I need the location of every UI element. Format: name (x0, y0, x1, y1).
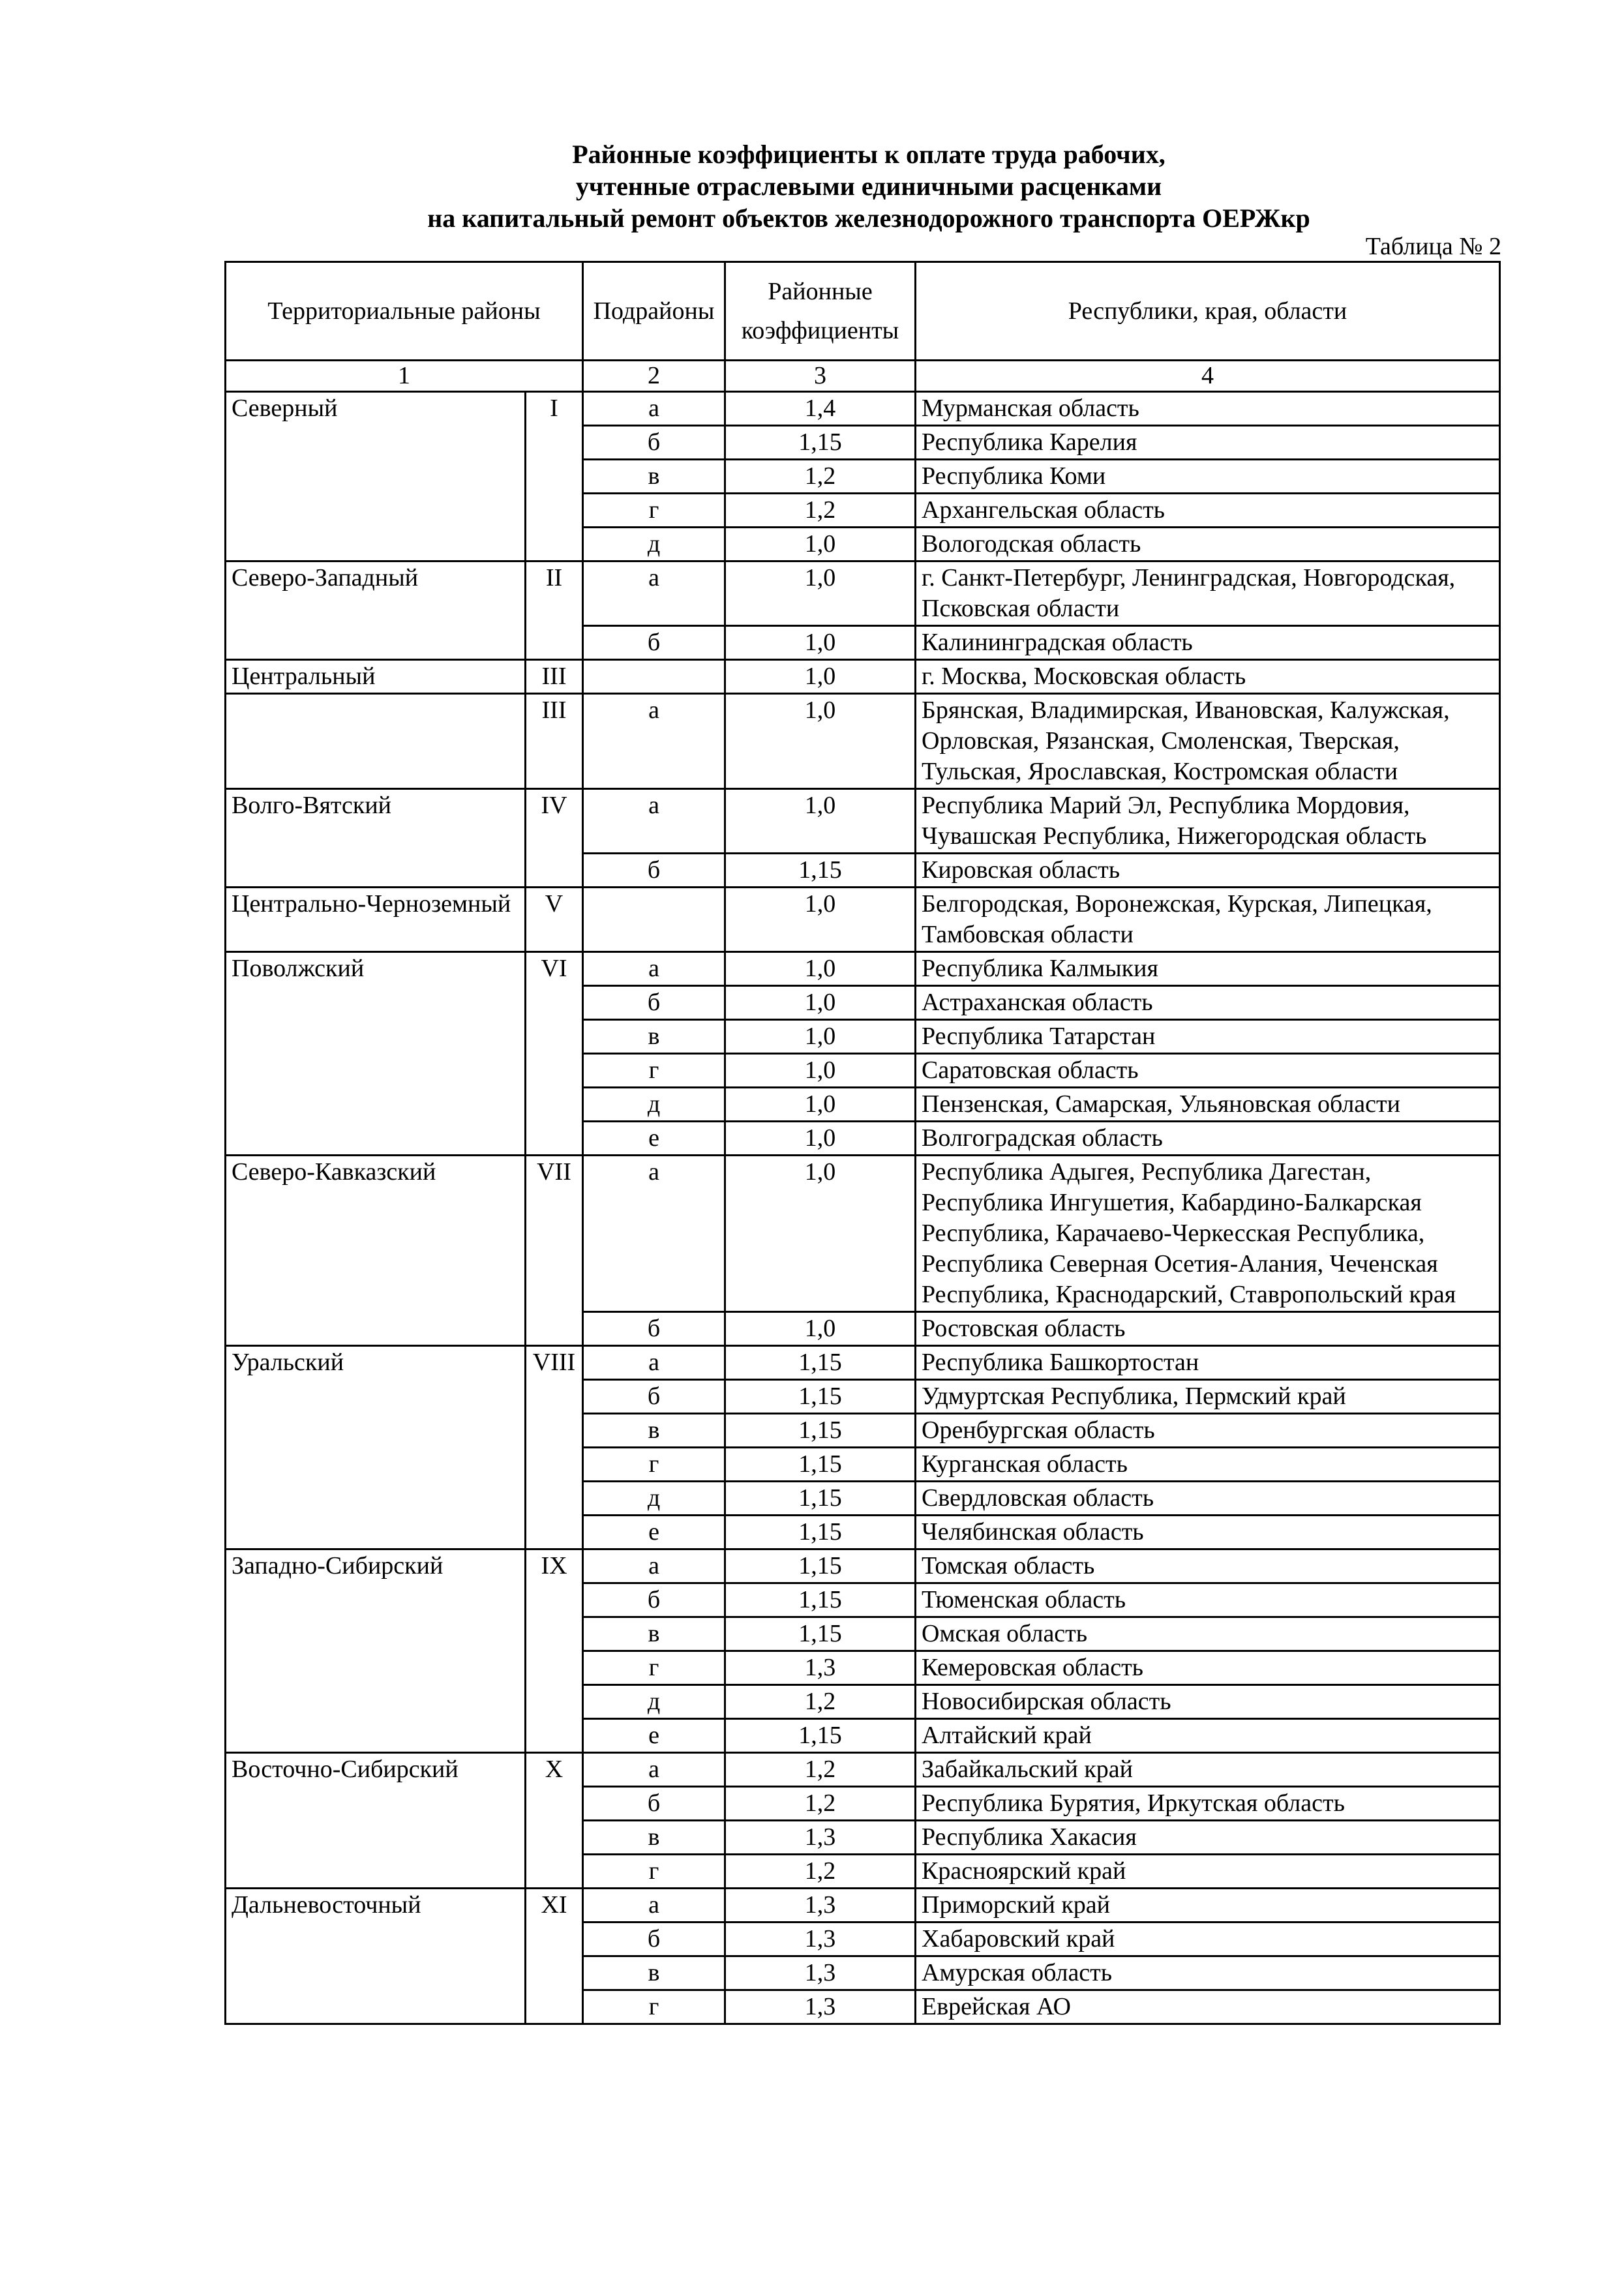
coefficient-cell: 1,0 (725, 1088, 916, 1122)
district-number-cell: I (526, 392, 583, 561)
territorial-district-cell: Северный (226, 392, 526, 561)
table-body (226, 392, 1500, 2024)
coefficient-cell: 1,15 (725, 1380, 916, 1414)
coefficient-cell: 1,0 (725, 888, 916, 952)
subdistrict-cell: а (583, 1549, 725, 1583)
subdistrict-cell: д (583, 1088, 725, 1122)
regions-cell: Республика Хакасия (916, 1821, 1500, 1855)
subdistrict-cell: б (583, 1312, 725, 1346)
table-row (226, 789, 1500, 854)
subdistrict-cell: б (583, 986, 725, 1020)
column-number-4: 4 (916, 361, 1500, 392)
subdistrict-cell: а (583, 1156, 725, 1312)
coefficient-cell: 1,0 (725, 1020, 916, 1054)
regions-cell: Хабаровский край (916, 1922, 1500, 1956)
coefficient-cell: 1,0 (725, 986, 916, 1020)
coefficient-cell: 1,0 (725, 1122, 916, 1156)
regions-cell: Астраханская область (916, 986, 1500, 1020)
subdistrict-cell: а (583, 694, 725, 789)
table-row (226, 1156, 1500, 1312)
table-row (226, 660, 1500, 694)
subdistrict-cell: б (583, 1922, 725, 1956)
subdistrict-cell: г (583, 1651, 725, 1685)
regions-cell: Амурская область (916, 1956, 1500, 1990)
regions-cell: Свердловская область (916, 1482, 1500, 1516)
subdistrict-cell: д (583, 1482, 725, 1516)
district-number-cell: VII (526, 1156, 583, 1346)
territorial-district-cell (226, 694, 526, 789)
header-coefficients: Районные коэффициенты (725, 262, 916, 361)
subdistrict-cell: в (583, 1617, 725, 1651)
table-row (226, 1753, 1500, 1787)
regions-cell: Кировская область (916, 854, 1500, 888)
regions-cell: Новосибирская область (916, 1685, 1500, 1719)
coefficient-cell: 1,0 (725, 660, 916, 694)
regions-cell: Республика Адыгея, Республика Дагестан, Республика Ингушетия, Кабардино-Балкарская Республика, Карачаево-Черкесская Республика, Республика Северная Осетия-Алания, Чеченская Республика, Краснодарский, Ставропольский края (916, 1156, 1500, 1312)
subdistrict-cell: а (583, 392, 725, 426)
subdistrict-cell: б (583, 426, 725, 460)
table-number-label: Таблица № 2 (1365, 233, 1501, 260)
regions-cell: Омская область (916, 1617, 1500, 1651)
subdistrict-cell: в (583, 1821, 725, 1855)
coefficient-cell: 1,0 (725, 789, 916, 854)
regions-cell: Белгородская, Воронежская, Курская, Липецкая, Тамбовская области (916, 888, 1500, 952)
subdistrict-cell (583, 888, 725, 952)
coefficient-cell: 1,15 (725, 1719, 916, 1753)
regions-cell: Республика Калмыкия (916, 952, 1500, 986)
coefficient-cell: 1,0 (725, 694, 916, 789)
regions-cell: Вологодская область (916, 528, 1500, 561)
regions-cell: Тюменская область (916, 1583, 1500, 1617)
territorial-district-cell: Западно-Сибирский (226, 1549, 526, 1753)
regions-cell: Калининградская область (916, 626, 1500, 660)
subdistrict-cell: в (583, 1956, 725, 1990)
coefficient-cell: 1,0 (725, 1156, 916, 1312)
title-line-2: учтенные отраслевыми единичными расценками (575, 172, 1162, 201)
coefficient-cell: 1,0 (725, 1054, 916, 1088)
regions-cell: Ростовская область (916, 1312, 1500, 1346)
coefficient-cell: 1,3 (725, 1889, 916, 1922)
subdistrict-cell: д (583, 1685, 725, 1719)
regions-cell: Курганская область (916, 1448, 1500, 1482)
subdistrict-cell: а (583, 952, 725, 986)
coefficient-cell: 1,2 (725, 1753, 916, 1787)
coefficient-cell: 1,3 (725, 1821, 916, 1855)
territorial-district-cell: Северо-Западный (226, 561, 526, 660)
table-row (226, 694, 1500, 789)
district-number-cell: IX (526, 1549, 583, 1753)
coefficient-cell: 1,15 (725, 1583, 916, 1617)
table-header-row (226, 262, 1500, 361)
subdistrict-cell: г (583, 1054, 725, 1088)
regions-cell: Пензенская, Самарская, Ульяновская области (916, 1088, 1500, 1122)
coefficient-cell: 1,15 (725, 1549, 916, 1583)
coefficient-cell: 1,15 (725, 1516, 916, 1549)
regions-cell: Республика Бурятия, Иркутская область (916, 1787, 1500, 1821)
territorial-district-cell: Волго-Вятский (226, 789, 526, 888)
territorial-district-cell: Северо-Кавказский (226, 1156, 526, 1346)
coefficient-cell: 1,3 (725, 1922, 916, 1956)
coefficient-cell: 1,2 (725, 1685, 916, 1719)
subdistrict-cell: д (583, 528, 725, 561)
coefficient-cell: 1,15 (725, 1617, 916, 1651)
district-number-cell: III (526, 694, 583, 789)
title-line-3: на капитальный ремонт объектов железнодорожного транспорта ОЕРЖкр (427, 203, 1310, 233)
coefficient-cell: 1,2 (725, 494, 916, 528)
subdistrict-cell: е (583, 1122, 725, 1156)
regions-cell: Архангельская область (916, 494, 1500, 528)
regions-cell: Кемеровская область (916, 1651, 1500, 1685)
subdistrict-cell: б (583, 626, 725, 660)
coefficient-cell: 1,4 (725, 392, 916, 426)
coefficient-cell: 1,15 (725, 1448, 916, 1482)
subdistrict-cell: а (583, 1889, 725, 1922)
district-number-cell: IV (526, 789, 583, 888)
subdistrict-cell: е (583, 1719, 725, 1753)
coefficient-cell: 1,2 (725, 460, 916, 494)
coefficient-cell: 1,2 (725, 1855, 916, 1889)
coefficient-cell: 1,15 (725, 1346, 916, 1380)
table-row (226, 1346, 1500, 1380)
coefficient-cell: 1,3 (725, 1956, 916, 1990)
header-regions: Республики, края, области (916, 262, 1500, 361)
coefficient-cell: 1,0 (725, 626, 916, 660)
subdistrict-cell: е (583, 1516, 725, 1549)
coefficient-cell: 1,0 (725, 952, 916, 986)
subdistrict-cell: г (583, 1448, 725, 1482)
coefficient-cell: 1,0 (725, 1312, 916, 1346)
coefficients-table (224, 261, 1501, 2025)
regions-cell: Республика Карелия (916, 426, 1500, 460)
table-row (226, 952, 1500, 986)
subdistrict-cell (583, 660, 725, 694)
table-row (226, 888, 1500, 952)
table-row (226, 1889, 1500, 1922)
regions-cell: г. Санкт-Петербург, Ленинградская, Новгородская, Псковская области (916, 561, 1500, 626)
regions-cell: Республика Татарстан (916, 1020, 1500, 1054)
table-row (226, 1549, 1500, 1583)
header-subdistricts: Подрайоны (583, 262, 725, 361)
subdistrict-cell: а (583, 1346, 725, 1380)
territorial-district-cell: Центральный (226, 660, 526, 694)
district-number-cell: V (526, 888, 583, 952)
regions-cell: Красноярский край (916, 1855, 1500, 1889)
column-number-3: 3 (725, 361, 916, 392)
subdistrict-cell: г (583, 1855, 725, 1889)
subdistrict-cell: г (583, 494, 725, 528)
column-number-2: 2 (583, 361, 725, 392)
subdistrict-cell: г (583, 1990, 725, 2024)
district-number-cell: II (526, 561, 583, 660)
subdistrict-cell: а (583, 789, 725, 854)
subdistrict-cell: б (583, 1583, 725, 1617)
regions-cell: Удмуртская Республика, Пермский край (916, 1380, 1500, 1414)
subdistrict-cell: б (583, 854, 725, 888)
subdistrict-cell: а (583, 561, 725, 626)
coefficient-cell: 1,15 (725, 1482, 916, 1516)
regions-cell: Саратовская область (916, 1054, 1500, 1088)
district-number-cell: VI (526, 952, 583, 1156)
regions-cell: Брянская, Владимирская, Ивановская, Калужская, Орловская, Рязанская, Смоленская, Тверская, Тульская, Ярославская, Костромская области (916, 694, 1500, 789)
regions-cell: Мурманская область (916, 392, 1500, 426)
subdistrict-cell: в (583, 460, 725, 494)
territorial-district-cell: Уральский (226, 1346, 526, 1549)
coefficient-cell: 1,15 (725, 426, 916, 460)
coefficient-cell: 1,2 (725, 1787, 916, 1821)
coefficient-cell: 1,15 (725, 854, 916, 888)
coefficient-cell: 1,3 (725, 1990, 916, 2024)
territorial-district-cell: Восточно-Сибирский (226, 1753, 526, 1889)
district-number-cell: VIII (526, 1346, 583, 1549)
territorial-district-cell: Центрально-Черноземный (226, 888, 526, 952)
document-title (224, 138, 1513, 234)
regions-cell: Челябинская область (916, 1516, 1500, 1549)
header-territorial-districts: Территориальные районы (226, 262, 583, 361)
subdistrict-cell: в (583, 1414, 725, 1448)
table-row (226, 561, 1500, 626)
coefficient-cell: 1,0 (725, 561, 916, 626)
subdistrict-cell: б (583, 1787, 725, 1821)
regions-cell: Республика Марий Эл, Республика Мордовия, Чувашская Республика, Нижегородская область (916, 789, 1500, 854)
regions-cell: Республика Коми (916, 460, 1500, 494)
regions-cell: г. Москва, Московская область (916, 660, 1500, 694)
column-number-1: 1 (226, 361, 583, 392)
regions-cell: Томская область (916, 1549, 1500, 1583)
column-numbers-row (226, 361, 1500, 392)
title-line-1: Районные коэффициенты к оплате труда рабочих, (572, 140, 1165, 169)
coefficient-cell: 1,15 (725, 1414, 916, 1448)
regions-cell: Еврейская АО (916, 1990, 1500, 2024)
regions-cell: Алтайский край (916, 1719, 1500, 1753)
territorial-district-cell: Поволжский (226, 952, 526, 1156)
table-row (226, 392, 1500, 426)
territorial-district-cell: Дальневосточный (226, 1889, 526, 2024)
coefficient-cell: 1,3 (725, 1651, 916, 1685)
district-number-cell: XI (526, 1889, 583, 2024)
subdistrict-cell: б (583, 1380, 725, 1414)
regions-cell: Приморский край (916, 1889, 1500, 1922)
subdistrict-cell: а (583, 1753, 725, 1787)
district-number-cell: III (526, 660, 583, 694)
regions-cell: Республика Башкортостан (916, 1346, 1500, 1380)
subdistrict-cell: в (583, 1020, 725, 1054)
district-number-cell: X (526, 1753, 583, 1889)
coefficient-cell: 1,0 (725, 528, 916, 561)
regions-cell: Волгоградская область (916, 1122, 1500, 1156)
regions-cell: Забайкальский край (916, 1753, 1500, 1787)
regions-cell: Оренбургская область (916, 1414, 1500, 1448)
